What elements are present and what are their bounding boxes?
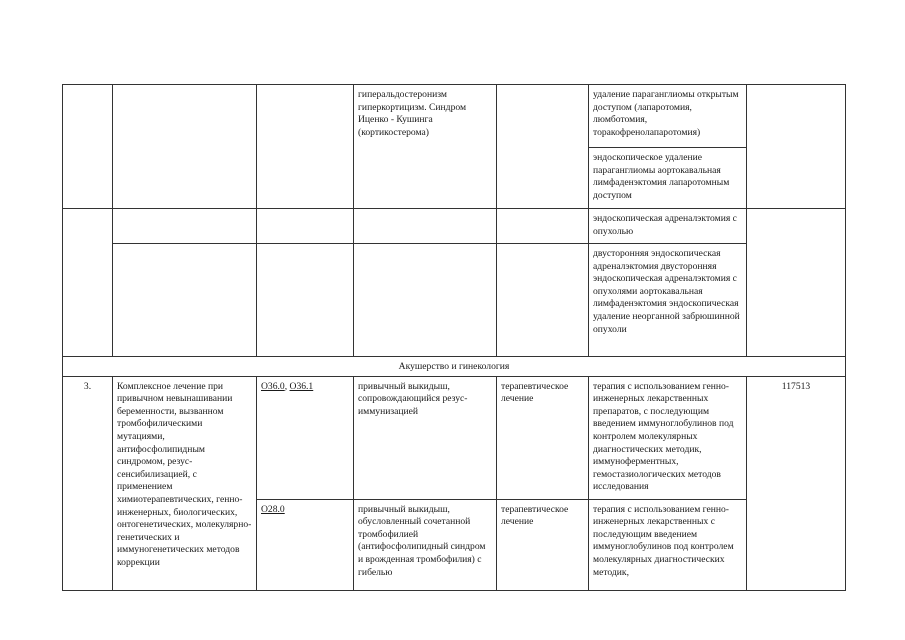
cell-model (354, 209, 497, 244)
cell-cost: 117513 (747, 376, 846, 590)
diagnosis-code-link[interactable]: O28.0 (261, 503, 285, 515)
treatment-table (62, 84, 846, 591)
cell-method: эндоскопическое удаление параганглиомы аортокавальная лимфаденэктомия лапаротомным доступом (589, 148, 747, 209)
cell-code (257, 209, 354, 244)
code-separator: , (284, 380, 290, 392)
diagnosis-code-link[interactable]: O36.1 (289, 380, 314, 392)
cell-type: терапевтическое лечение (497, 376, 589, 499)
cell-method: терапия с использованием генно-инженерных лекарственных с последующим введением иммуноглобулинов под контролем молекулярных диагностических методик, (589, 499, 747, 590)
diagnosis-code-link[interactable]: O36.0 (261, 380, 285, 392)
cell-model (354, 244, 497, 357)
table-row (63, 209, 846, 244)
cell-number: 3. (63, 376, 113, 590)
cell-type (497, 85, 589, 209)
cell-name (113, 244, 257, 357)
cell-name (113, 209, 257, 244)
table-row (63, 376, 846, 499)
cell-name: Комплексное лечение при привычном невынашивании беременности, вызванном тромбофилическими мутациями, антифосфолипидным синдромом, резус-сенсибилизацией, с применением химиотерапевтических, генно-инженерных, биологических, онтогенетических, молекулярно-генетических и иммуногенетических методов коррекции (113, 376, 257, 590)
cell-code (257, 244, 354, 357)
cell-method: терапия с использованием генно-инженерных лекарственных препаратов, с последующим введением иммуноглобулинов под контролем молекулярных диагностических методик, иммуноферментных, гемостазиологических методов исследования (589, 376, 747, 499)
cell-method: двусторонняя эндоскопическая адреналэктомия двусторонняя эндоскопическая адреналэктомия с опухолями аортокавальная лимфаденэктомия эндоскопическая удаление неорганной забрюшинной опухоли (589, 244, 747, 357)
cell-cost (747, 209, 846, 357)
cell-type (497, 209, 589, 244)
cell-code (257, 499, 354, 590)
cell-method: эндоскопическая адреналэктомия с опухолью (589, 209, 747, 244)
section-row (63, 357, 846, 377)
cell-code (257, 376, 354, 499)
cell-model: привычный выкидыш, сопровождающийся резус-иммунизацией (354, 376, 497, 499)
cell-cost (747, 85, 846, 209)
table-row (63, 244, 846, 357)
cell-number (63, 209, 113, 357)
cell-model: гиперальдостеронизм гиперкортицизм. Синдром Иценко - Кушинга (кортикостерома) (354, 85, 497, 209)
cell-code (257, 85, 354, 209)
cell-number (63, 85, 113, 209)
cell-name (113, 85, 257, 209)
cell-type (497, 244, 589, 357)
cell-method: удаление параганглиомы открытым доступом (лапаротомия, люмботомия, торакофренолапаротомия) (589, 85, 747, 148)
section-title: Акушерство и гинекология (63, 357, 846, 377)
table-row (63, 85, 846, 148)
cell-model: привычный выкидыш, обусловленный сочетанной тромбофилией (антифосфолипидный синдром и врожденная тромбофилия) с гибелью (354, 499, 497, 590)
cell-type: терапевтическое лечение (497, 499, 589, 590)
